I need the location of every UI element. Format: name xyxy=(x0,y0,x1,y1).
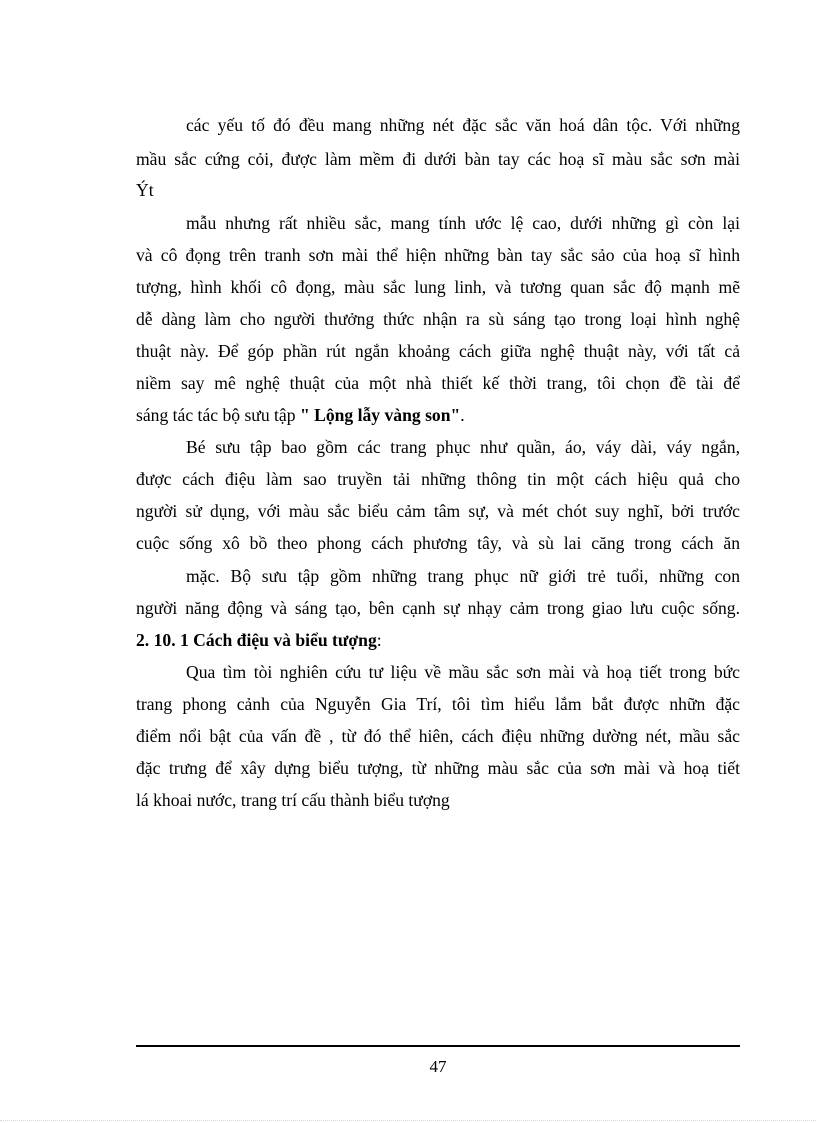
paragraph-line: được cách điệu làm sao truyền tải những thông tin một cách hiệu quả cho xyxy=(136,469,740,489)
paragraph-line: Ýt xyxy=(136,180,154,200)
paragraph-line: mẫu nhưng rất nhiều sắc, mang tính ước lệ cao, dưới những gì còn lại xyxy=(186,213,740,233)
collection-intro-text: sáng tác tác bộ sưu tập xyxy=(136,405,296,425)
section-heading-text: 2. 10. 1 Cách điệu và biểu tượng xyxy=(136,630,377,650)
paragraph-line: cuộc sống xô bồ theo phong cách phương tây, và sù lai căng trong cách ăn xyxy=(136,533,740,553)
paragraph-line: mặc. Bộ sưu tập gồm những trang phục nữ giới trẻ tuổi, những con xyxy=(186,566,740,586)
paragraph-line xyxy=(136,405,740,425)
paragraph-line: lá khoai nước, trang trí cấu thành biểu tượng xyxy=(136,790,450,810)
collection-title: " Lộng lẫy vàng son" xyxy=(299,405,461,425)
paragraph-line: tượng, hình khối cô đọng, màu sắc lung linh, và tương quan sắc độ mạnh mẽ xyxy=(136,277,740,297)
footer-rule xyxy=(136,1045,740,1047)
section-heading-colon: : xyxy=(376,630,382,650)
paragraph-line: Qua tìm tòi nghiên cứu tư liệu về mầu sắc sơn mài và hoạ tiết trong bức xyxy=(186,662,740,682)
section-heading xyxy=(136,630,740,650)
paragraph-line: dễ dàng làm cho người thưởng thức nhận ra sù sáng tạo trong loại hình nghệ xyxy=(136,309,740,329)
paragraph-line: các yếu tố đó đều mang những nét đặc sắc văn hoá dân tộc. Với những xyxy=(186,115,740,135)
paragraph-line: mầu sắc cứng cỏi, được làm mềm đi dưới bàn tay các hoạ sĩ màu sắc sơn mài xyxy=(136,149,740,169)
paragraph-line: điểm nổi bật của vấn đề , từ đó thể hiên, cách điệu những dường nét, mầu sắc xyxy=(136,726,740,746)
paragraph-line: người sử dụng, với màu sắc biểu cảm tâm sự, và mét chót suy nghĩ, bởi trước xyxy=(136,501,740,521)
paragraph-line: niềm say mê nghệ thuật của một nhà thiết kế thời trang, tôi chọn đề tài để xyxy=(136,373,740,393)
paragraph-line: và cô đọng trên tranh sơn mài thể hiện những bàn tay sắc sảo của hoạ sĩ hình xyxy=(136,245,740,265)
paragraph-line: trang phong cảnh của Nguyễn Gia Trí, tôi tìm hiểu lắm bắt được nhữn đặc xyxy=(136,694,740,714)
sentence-period: . xyxy=(460,405,465,425)
paragraph-line: Bé sưu tập bao gồm các trang phục như quần, áo, váy dài, váy ngắn, xyxy=(186,437,740,457)
paragraph-line: người năng động và sáng tạo, bên cạnh sự nhạy cảm trong giao lưu cuộc sống. xyxy=(136,598,740,618)
page-number: 47 xyxy=(429,1057,447,1076)
page-edge-dotted-line xyxy=(0,1120,816,1121)
paragraph-line: thuật này. Để góp phần rút ngắn khoảng cách giữa nghệ thuật này, với tất cả xyxy=(136,341,740,361)
paragraph-line: đặc trưng để xây dựng biểu tượng, từ những màu sắc của sơn mài và hoạ tiết xyxy=(136,758,740,778)
